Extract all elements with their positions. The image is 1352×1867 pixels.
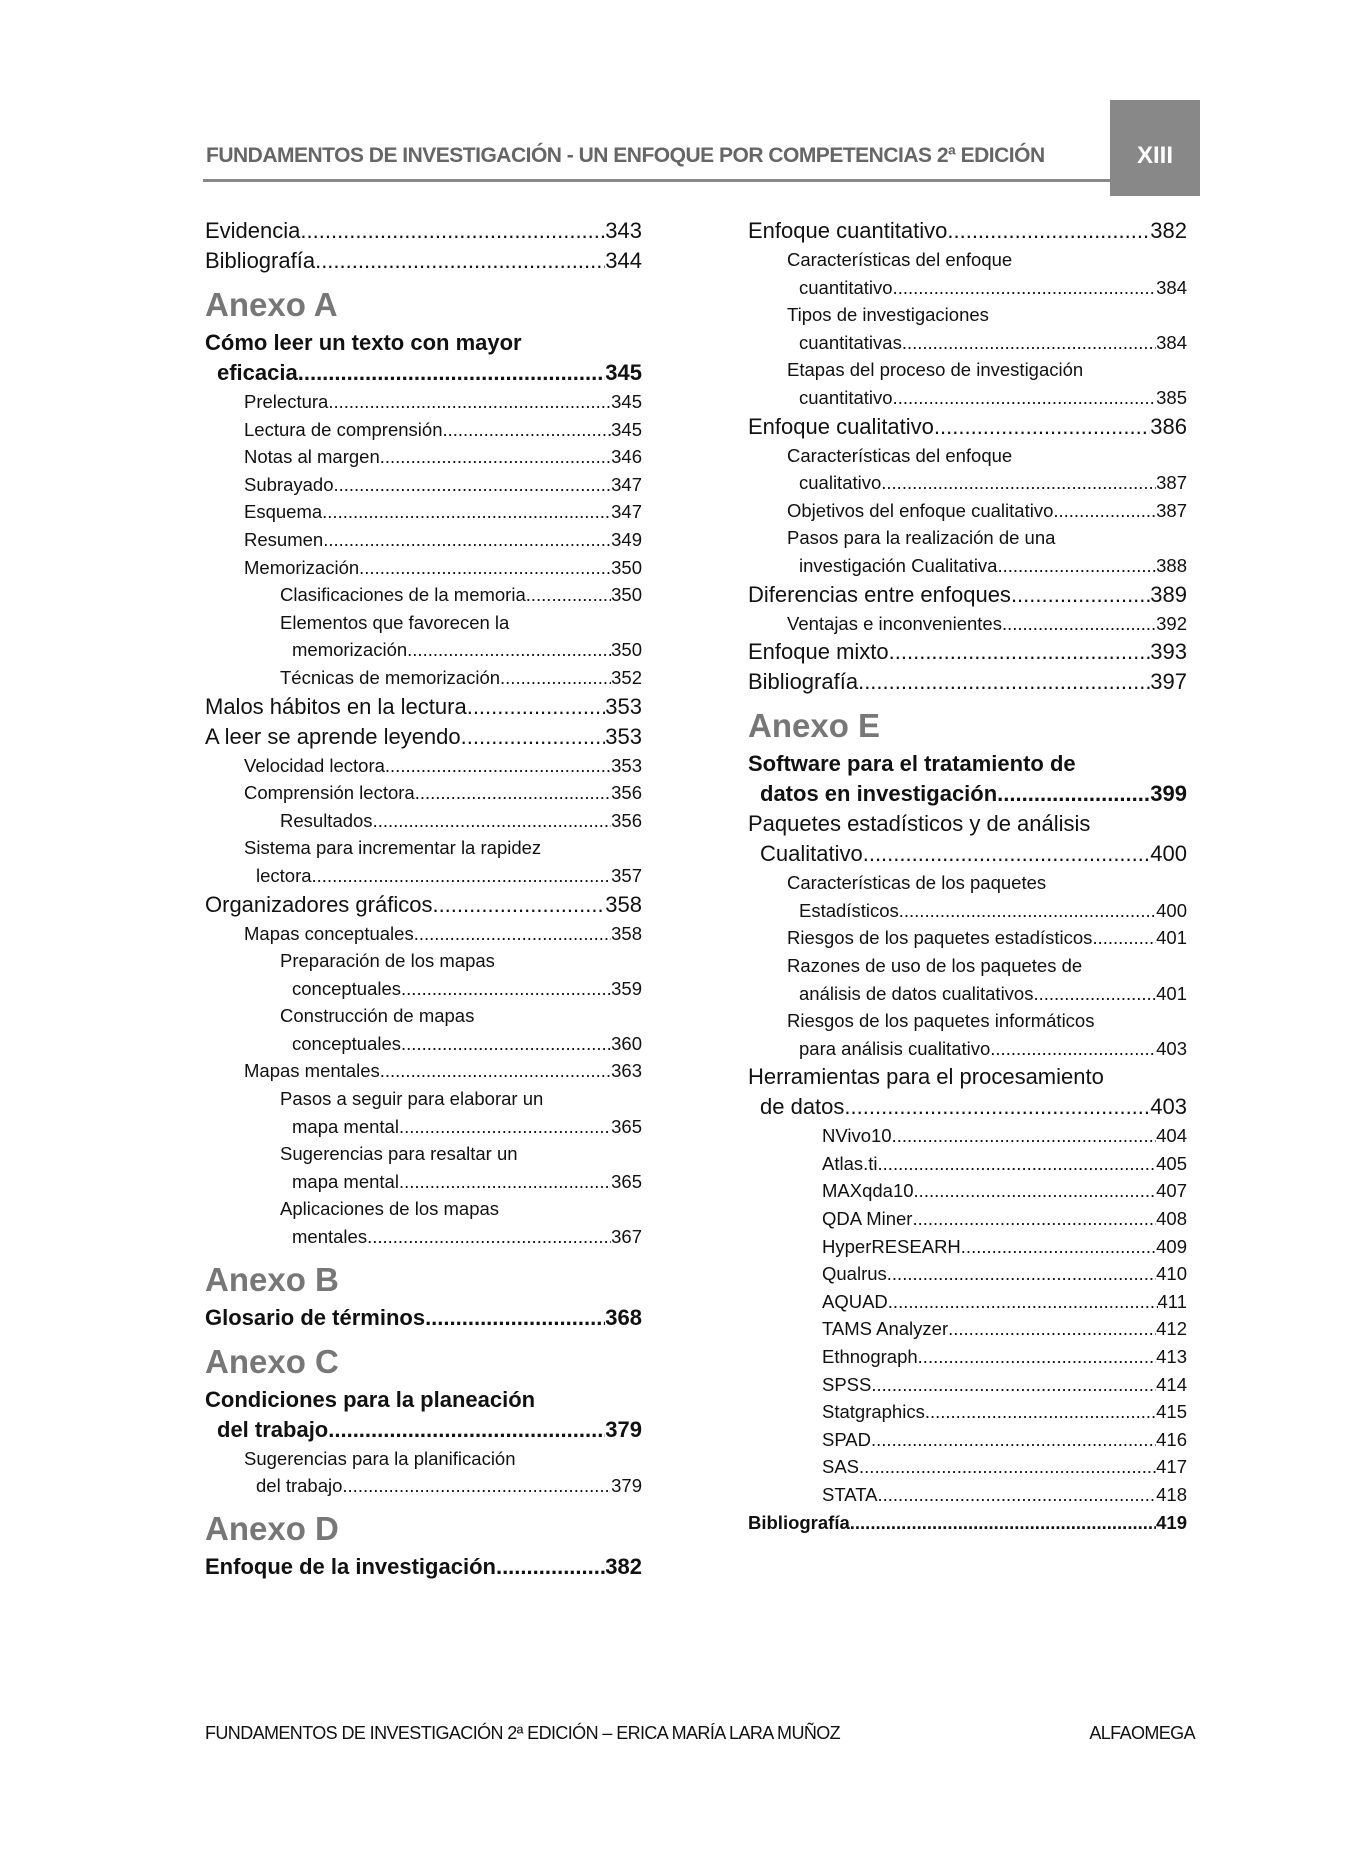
toc-entry-page: 401 (1156, 982, 1187, 1004)
dot-leader (947, 216, 1150, 246)
toc-entry-page: 359 (611, 977, 642, 999)
toc-entry-title: de datos (760, 1094, 845, 1120)
toc-entry[interactable] (748, 667, 1187, 697)
toc-entry[interactable] (748, 524, 1187, 579)
toc-entry-title: Etapas del proceso de investigación (787, 359, 1084, 381)
page-number-box (1110, 100, 1200, 196)
toc-entry[interactable] (205, 722, 642, 752)
toc-entry-title: Notas al margen (244, 446, 380, 468)
header-rule (203, 179, 1195, 182)
toc-entry-page: 382 (605, 1553, 642, 1579)
toc-entry-title: Razones de uso de los paquetes de (787, 954, 1083, 976)
toc-entry[interactable] (748, 301, 1187, 356)
toc-entry-title: Construcción de mapas (280, 1005, 475, 1027)
toc-entry-title: mapa mental (292, 1170, 399, 1192)
toc-entry-title: QDA Miner (822, 1208, 913, 1230)
toc-entry[interactable] (748, 924, 1187, 952)
toc-entry-page: 397 (1150, 669, 1187, 695)
toc-entry-title: cuantitativas (799, 331, 902, 353)
header-title: FUNDAMENTOS DE INVESTIGACIÓN - UN ENFOQUE POR COMPETENCIAS 2ª EDICIÓN (206, 144, 1045, 167)
toc-entry-page: 412 (1156, 1318, 1187, 1340)
dot-leader (496, 1552, 605, 1582)
toc-entry-title: HyperRESEARH (822, 1235, 961, 1257)
toc-entry[interactable] (748, 1260, 1187, 1288)
toc-entry-title: Bibliografía (748, 1511, 850, 1533)
dot-leader (844, 1092, 1150, 1122)
toc-entry-page: 384 (1156, 276, 1187, 298)
toc-entry[interactable] (748, 869, 1187, 924)
dot-leader (888, 1288, 1158, 1316)
toc-entry-title: mapa mental (292, 1115, 399, 1137)
toc-entry-page: 358 (605, 891, 642, 917)
toc-entry-title: Comprensión lectora (244, 782, 415, 804)
toc-entry-page: 368 (605, 1304, 642, 1330)
toc-entry-title: mentales (292, 1226, 368, 1248)
toc-entry-title: Cómo leer un texto con mayor (205, 330, 522, 355)
dot-leader (925, 1398, 1156, 1426)
dot-leader (373, 807, 612, 835)
toc-entry-title: Velocidad lectora (244, 754, 385, 776)
toc-entry-page: 357 (611, 864, 642, 886)
toc-entry-title: Bibliografía (748, 669, 859, 695)
dot-leader (990, 1035, 1156, 1063)
toc-entry-title: Resultados (280, 809, 373, 831)
dot-leader (918, 1343, 1156, 1371)
footer-book-info: FUNDAMENTOS DE INVESTIGACIÓN 2ª EDICIÓN – ERICA MARÍA LARA MUÑOZ (205, 1723, 841, 1743)
toc-entry-page: 393 (1150, 639, 1187, 665)
toc-entry-page: 389 (1150, 581, 1187, 607)
dot-leader (899, 897, 1156, 925)
toc-entry-title: Mapas mentales (244, 1060, 380, 1082)
toc-entry[interactable] (205, 554, 642, 582)
toc-entry[interactable] (205, 779, 642, 807)
toc-entry-title: Elementos que favorecen la (280, 611, 510, 633)
toc-entry-page: 344 (605, 248, 642, 273)
dot-leader (359, 554, 611, 582)
toc-entry-page: 347 (611, 473, 642, 495)
dot-leader (1011, 580, 1150, 610)
toc-entry[interactable] (205, 920, 642, 948)
toc-entry[interactable] (205, 388, 642, 416)
toc-entry[interactable] (205, 1140, 642, 1195)
toc-entry-page: 343 (605, 218, 642, 243)
toc-entry[interactable] (205, 1445, 642, 1500)
toc-entry-title: Prelectura (244, 391, 329, 412)
toc-entry-title: para análisis cualitativo (799, 1037, 991, 1059)
dot-leader (300, 216, 605, 246)
dot-leader (500, 664, 611, 692)
dot-leader (342, 1472, 611, 1500)
toc-entry[interactable] (205, 807, 642, 835)
toc-entry[interactable] (748, 1007, 1187, 1062)
toc-entry-page: 347 (611, 501, 642, 523)
dot-leader (298, 358, 606, 388)
toc-entry-title: cuantitativo (799, 386, 893, 408)
dot-leader (414, 920, 611, 948)
toc-entry-title: AQUAD (822, 1290, 888, 1312)
toc-entry-title: A leer se aprende leyendo (205, 723, 461, 749)
toc-entry-title: Software para el tratamiento de (748, 751, 1076, 777)
toc-entry-title: Condiciones para la planeación (205, 1386, 536, 1412)
toc-entry[interactable] (205, 581, 642, 609)
toc-entry-title: Atlas.ti (822, 1152, 878, 1174)
dot-leader (323, 526, 611, 554)
toc-entry-page: 358 (611, 922, 642, 944)
toc-entry-page: 385 (1156, 386, 1187, 408)
toc-entry-title: eficacia (217, 360, 298, 385)
toc-entry[interactable] (205, 1057, 642, 1085)
dot-leader (442, 416, 611, 444)
toc-entry[interactable] (748, 1177, 1187, 1205)
toc-entry-page: 387 (1156, 472, 1187, 494)
dot-leader (850, 1509, 1156, 1537)
toc-entry[interactable] (748, 1509, 1187, 1537)
toc-right-column (748, 216, 1187, 1536)
toc-entry-page: 356 (611, 782, 642, 804)
toc-entry[interactable] (748, 1233, 1187, 1261)
toc-entry-title: Técnicas de memorización (280, 666, 501, 688)
toc-entry-page: 352 (611, 666, 642, 688)
toc-entry-page: 418 (1156, 1484, 1187, 1505)
toc-entry-title: Cualitativo (760, 841, 863, 867)
dot-leader (961, 1233, 1156, 1261)
dot-leader (914, 1177, 1157, 1205)
toc-entry-title: Sugerencias para la planificación (244, 1447, 516, 1469)
toc-entry[interactable] (748, 610, 1187, 638)
dot-leader (878, 1481, 1157, 1509)
dot-leader (333, 471, 611, 499)
toc-entry[interactable] (205, 752, 642, 780)
toc-entry[interactable] (748, 356, 1187, 411)
dot-leader (859, 1453, 1156, 1481)
dot-leader (902, 329, 1156, 357)
toc-entry-page: 386 (1150, 413, 1187, 439)
dot-leader (887, 1260, 1156, 1288)
toc-entry-title: NVivo10 (822, 1125, 892, 1147)
toc-entry-page: 411 (1157, 1290, 1187, 1312)
toc-entry-page: 384 (1156, 331, 1187, 353)
toc-entry-page: 353 (605, 723, 642, 749)
toc-entry[interactable] (205, 471, 642, 499)
toc-entry-page: 410 (1156, 1263, 1187, 1285)
toc-entry-page: 363 (611, 1060, 642, 1082)
toc-entry-title: TAMS Analyzer (822, 1318, 949, 1340)
toc-entry-page: 416 (1156, 1428, 1187, 1450)
toc-entry[interactable] (205, 246, 642, 276)
toc-entry-page: 345 (611, 391, 642, 412)
dot-leader (432, 890, 605, 920)
toc-entry-page: 365 (611, 1170, 642, 1192)
toc-entry[interactable] (205, 1085, 642, 1140)
toc-entry[interactable] (748, 1398, 1187, 1426)
dot-leader (425, 1303, 605, 1333)
dot-leader (380, 443, 611, 471)
toc-entry-page: 400 (1150, 841, 1187, 867)
toc-entry[interactable] (205, 216, 642, 246)
toc-entry-title: datos en investigación (760, 781, 998, 807)
dot-leader (461, 722, 606, 752)
toc-entry-title: del trabajo (217, 1416, 329, 1442)
toc-entry-page: 419 (1156, 1511, 1187, 1533)
toc-entry[interactable] (748, 580, 1187, 610)
toc-entry-title: Sistema para incrementar la rapidez (244, 837, 542, 859)
dot-leader (380, 1057, 611, 1085)
dot-leader (1053, 497, 1156, 525)
toc-entry-page: 349 (611, 528, 642, 550)
toc-entry[interactable] (748, 809, 1187, 869)
dot-leader (881, 469, 1156, 497)
toc-entry[interactable] (205, 1385, 642, 1445)
toc-entry-title: Pasos para la realización de una (787, 527, 1056, 549)
toc-entry[interactable] (205, 416, 642, 444)
toc-entry-title: Riesgos de los paquetes informáticos (787, 1010, 1095, 1032)
dot-leader (878, 1150, 1157, 1178)
toc-entry-title: Ventajas e inconvenientes (787, 612, 1002, 634)
toc-entry-page: 346 (611, 446, 642, 468)
dot-leader (401, 1030, 611, 1058)
toc-entry-title: Enfoque cualitativo (748, 413, 934, 439)
toc-entry-title: Ethnograph (822, 1346, 918, 1368)
toc-entry[interactable] (205, 1195, 642, 1250)
dot-leader (997, 779, 1150, 809)
toc-entry-title: cualitativo (799, 472, 882, 494)
appendix-heading: Anexo E (748, 707, 881, 745)
toc-entry-title: Enfoque cuantitativo (748, 218, 948, 243)
toc-entry-title: Estadísticos (799, 899, 899, 921)
appendix-heading: Anexo B (205, 1260, 339, 1298)
toc-entry[interactable] (205, 443, 642, 471)
toc-entry-title: Tipos de investigaciones (787, 304, 989, 326)
toc-entry-page: 413 (1156, 1346, 1187, 1368)
toc-entry-page: 403 (1150, 1094, 1187, 1120)
toc-entry-page: 388 (1156, 554, 1187, 576)
toc-entry-title: Resumen (244, 528, 324, 550)
toc-entry-page: 407 (1156, 1180, 1187, 1202)
toc-entry-page: 345 (605, 360, 642, 385)
toc-entry-page: 382 (1150, 218, 1187, 243)
dot-leader (893, 384, 1157, 412)
dot-leader (526, 581, 611, 609)
toc-entry[interactable] (748, 1453, 1187, 1481)
toc-entry-page: 408 (1156, 1208, 1187, 1230)
toc-entry-title: Subrayado (244, 473, 334, 495)
toc-entry-title: Diferencias entre enfoques (748, 581, 1011, 607)
toc-entry[interactable] (205, 526, 642, 554)
toc-entry-title: Evidencia (205, 218, 301, 243)
dot-leader (385, 752, 611, 780)
toc-entry-title: Características del enfoque (787, 249, 1013, 270)
toc-entry-title: STATA (822, 1484, 878, 1505)
appendix-heading: Anexo A (205, 286, 338, 323)
toc-entry-page: 403 (1156, 1037, 1187, 1059)
toc-entry-title: Sugerencias para resaltar un (280, 1143, 518, 1165)
dot-leader (934, 412, 1150, 442)
toc-entry[interactable] (748, 1481, 1187, 1509)
toc-entry[interactable] (748, 412, 1187, 442)
toc-entry[interactable] (748, 637, 1187, 667)
toc-entry-title: Organizadores gráficos (205, 891, 433, 917)
footer-publisher: ALFAOMEGA (1089, 1723, 1195, 1743)
toc-entry-page: 379 (605, 1416, 642, 1442)
dot-leader (889, 637, 1151, 667)
toc-entry[interactable] (748, 497, 1187, 525)
toc-entry[interactable] (748, 1205, 1187, 1233)
toc-entry[interactable] (205, 1552, 642, 1582)
toc-entry-title: Glosario de términos (205, 1304, 426, 1330)
toc-entry-title: Malos hábitos en la lectura (205, 693, 467, 719)
running-header (203, 100, 1195, 196)
toc-entry-title: Memorización (244, 556, 360, 578)
toc-entry[interactable] (205, 692, 642, 722)
toc-entry-title: Aplicaciones de los mapas (280, 1198, 500, 1220)
toc-entry-page: 392 (1156, 612, 1187, 634)
toc-entry-page: 409 (1156, 1235, 1187, 1257)
toc-entry-page: 367 (611, 1226, 642, 1248)
toc-entry-page: 399 (1150, 781, 1187, 807)
toc-entry-title: cuantitativo (799, 276, 893, 298)
toc-entry[interactable] (748, 442, 1187, 497)
toc-entry[interactable] (748, 1426, 1187, 1454)
toc-entry-page: 415 (1156, 1401, 1187, 1423)
page-number: XIII (1136, 142, 1173, 169)
dot-leader (892, 1122, 1157, 1150)
dot-leader (407, 636, 611, 664)
dot-leader (312, 862, 612, 890)
dot-leader (328, 388, 611, 416)
toc-entry-page: 405 (1156, 1152, 1187, 1174)
dot-leader (912, 1205, 1156, 1233)
dot-leader (415, 779, 611, 807)
toc-entry[interactable] (205, 1303, 642, 1333)
dot-leader (871, 1426, 1156, 1454)
toc-entry[interactable] (205, 609, 642, 664)
toc-entry[interactable] (205, 328, 642, 388)
appendix-heading: Anexo D (205, 1509, 339, 1547)
toc-entry-page: 345 (611, 418, 642, 440)
toc-entry[interactable] (748, 1150, 1187, 1178)
toc-entry-page: 401 (1156, 927, 1187, 949)
dot-leader (997, 552, 1156, 580)
toc-entry-page: 356 (611, 809, 642, 831)
toc-entry-title: del trabajo (256, 1475, 343, 1497)
dot-leader (399, 1168, 611, 1196)
toc-entry-title: Preparación de los mapas (280, 950, 495, 972)
toc-entry-title: Bibliografía (205, 248, 316, 273)
toc-entry-title: Esquema (244, 501, 323, 523)
dot-leader (1033, 980, 1156, 1008)
toc-entry-title: Statgraphics (822, 1401, 925, 1423)
toc-entry-title: Características del enfoque (787, 444, 1013, 466)
toc-entry-page: 365 (611, 1115, 642, 1137)
dot-leader (893, 274, 1157, 302)
dot-leader (858, 667, 1150, 697)
toc-entry-page: 417 (1156, 1456, 1187, 1478)
dot-leader (401, 975, 611, 1003)
toc-entry-title: Enfoque de la investigación (205, 1553, 496, 1579)
dot-leader (322, 498, 611, 526)
toc-entry-title: conceptuales (292, 977, 402, 999)
toc-entry[interactable] (748, 1343, 1187, 1371)
toc-entry[interactable] (748, 749, 1187, 809)
toc-entry-page: 360 (611, 1032, 642, 1054)
toc-entry[interactable] (748, 1315, 1187, 1343)
toc-entry-title: SPSS (822, 1373, 872, 1395)
dot-leader (863, 839, 1151, 869)
toc-entry[interactable] (748, 1288, 1187, 1316)
toc-entry[interactable] (748, 216, 1187, 246)
toc-entry-title: Clasificaciones de la memoria (280, 584, 526, 606)
dot-leader (399, 1113, 611, 1141)
dot-leader (1092, 924, 1156, 952)
toc-entry[interactable] (205, 498, 642, 526)
dot-leader (328, 1415, 605, 1445)
toc-entry-title: Objetivos del enfoque cualitativo (787, 499, 1054, 521)
toc-entry[interactable] (205, 664, 642, 692)
toc-entry[interactable] (748, 952, 1187, 1007)
dot-leader (948, 1315, 1156, 1343)
toc-entry[interactable] (748, 1371, 1187, 1399)
toc-entry-title: Pasos a seguir para elaborar un (280, 1088, 544, 1110)
toc-entry-title: lectora (256, 864, 312, 886)
toc-entry-title: análisis de datos cualitativos (799, 982, 1034, 1004)
toc-entry-title: Qualrus (822, 1263, 887, 1285)
toc-entry-page: 379 (611, 1475, 642, 1497)
toc-entry-page: 404 (1156, 1125, 1187, 1147)
dot-leader (467, 692, 606, 722)
toc-entry-title: investigación Cualitativa (799, 554, 998, 576)
toc-entry[interactable] (748, 1122, 1187, 1150)
toc-entry-title: Características de los paquetes (787, 872, 1047, 894)
appendix-heading: Anexo C (205, 1342, 339, 1380)
toc-entry[interactable] (748, 246, 1187, 301)
toc-entry-page: 400 (1156, 899, 1187, 921)
toc-entry-title: MAXqda10 (822, 1180, 914, 1202)
toc-entry[interactable] (748, 1062, 1187, 1122)
toc-entry[interactable] (205, 1002, 642, 1057)
toc-left-column (205, 216, 642, 1582)
toc-entry-page: 350 (611, 584, 642, 606)
toc-entry-title: Herramientas para el procesamiento (748, 1064, 1104, 1090)
toc-entry-title: Mapas conceptuales (244, 922, 414, 944)
toc-entry-title: conceptuales (292, 1032, 402, 1054)
toc-entry-title: Enfoque mixto (748, 639, 889, 665)
dot-leader (1002, 610, 1156, 638)
toc-entry-page: 350 (611, 556, 642, 578)
toc-entry-page: 350 (611, 639, 642, 661)
dot-leader (871, 1371, 1156, 1399)
toc-entry-title: Riesgos de los paquetes estadísticos (787, 927, 1093, 949)
toc-entry[interactable] (205, 890, 642, 920)
toc-entry-page: 353 (611, 754, 642, 776)
toc-entry-title: Lectura de comprensión (244, 418, 443, 440)
toc-entry-title: SAS (822, 1456, 860, 1478)
toc-entry-title: SPAD (822, 1428, 872, 1450)
toc-entry-page: 387 (1156, 499, 1187, 521)
toc-entry[interactable] (205, 834, 642, 889)
dot-leader (367, 1223, 611, 1251)
toc-entry-title: Paquetes estadísticos y de análisis (748, 811, 1091, 837)
toc-entry[interactable] (205, 947, 642, 1002)
toc-entry-title: memorización (292, 639, 408, 661)
toc-entry-page: 414 (1156, 1373, 1187, 1395)
dot-leader (315, 246, 605, 276)
toc-entry-page: 353 (605, 693, 642, 719)
